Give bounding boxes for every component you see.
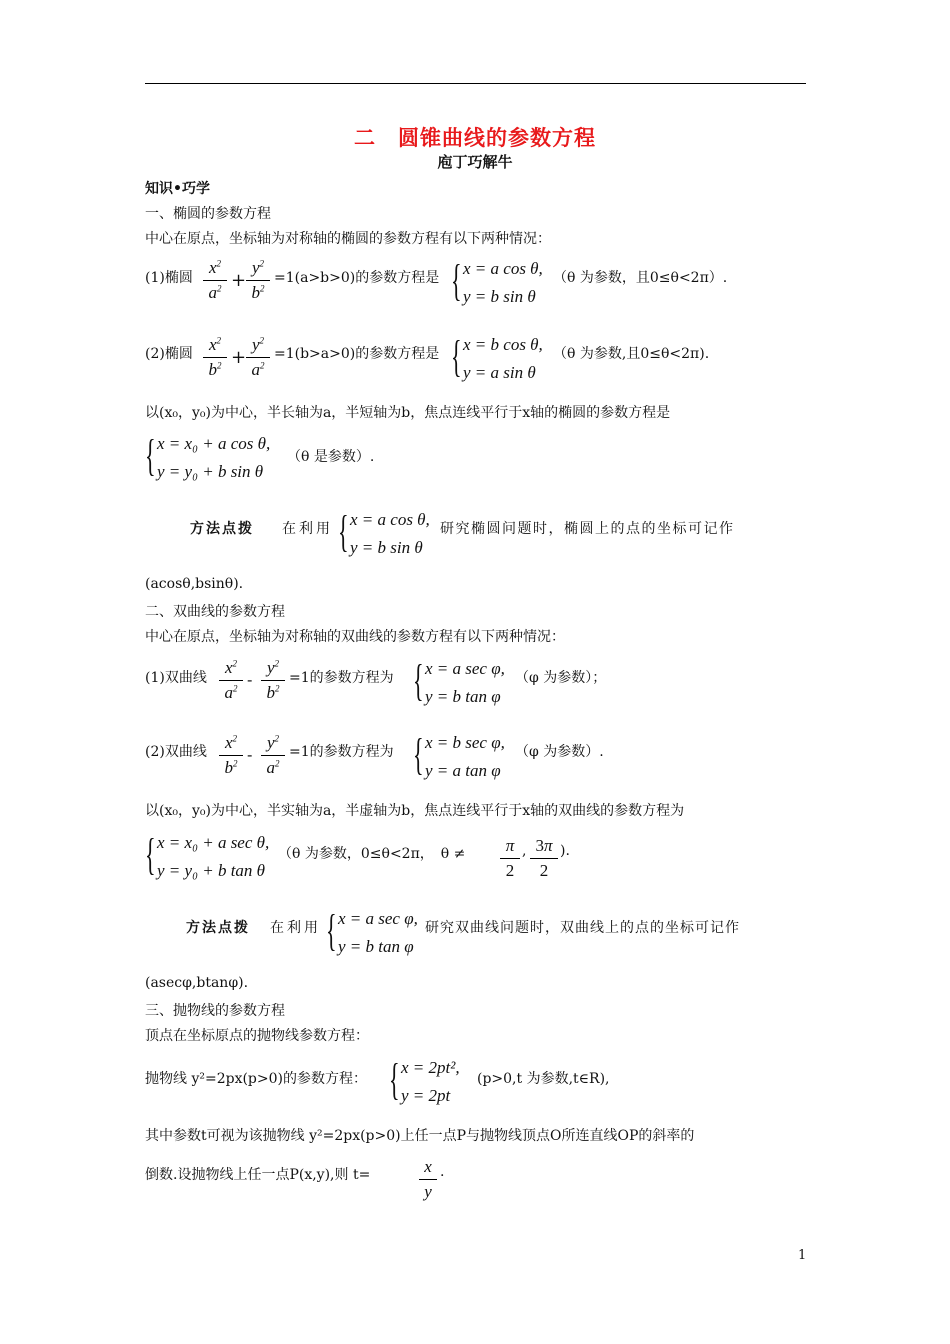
s2-method-y: y = b tan φ (338, 937, 414, 956)
s2-method-end: (asecφ,btanφ). (145, 975, 249, 991)
plus-sign: + (231, 270, 247, 291)
s2-general-y: y = y₀ + b tan θ (157, 861, 266, 880)
s2-method-label: 方法点拨 (186, 920, 250, 936)
s2-case1-note: （φ 为参数）； (515, 670, 607, 686)
plus-sign: + (231, 347, 247, 368)
s3-desc2-end: . (440, 1164, 445, 1180)
s1-case1-frac1: $x^2$ $a^2$ (203, 258, 227, 303)
s2-case2-prefix: (2)双曲线 (145, 744, 207, 760)
s1-case1-y: y = b sin θ (463, 287, 536, 306)
s3-desc1: 其中参数t可视为该抛物线 y²=2px(p>0)上任一点P与抛物线顶点O所连直线OP的斜率的 (145, 1128, 695, 1144)
s1-case2-frac2: $y^2$ $a^2$ (246, 335, 270, 380)
s2-case1-x: x = a sec φ, (425, 659, 505, 678)
s1-case2-note: （θ 为参数,且0≤θ<2π). (553, 346, 710, 362)
s1-case1-system: { x = a cos θ, y = b sin θ (451, 256, 543, 306)
s2-case2-frac1: $x^2$ $b^2$ (219, 733, 243, 778)
s1-general-system: { x = x₀ + a cos θ, y = y₀ + b sin θ (145, 431, 271, 481)
s1-method-system: { x = a cos θ, y = b sin θ (338, 507, 430, 557)
s2-case2-x: x = b sec φ, (425, 733, 505, 752)
header-rule (145, 83, 806, 84)
s1-case2-system: { x = b cos θ, y = a sin θ (451, 332, 543, 382)
s2-case2-y: y = a tan φ (425, 761, 501, 780)
s2-general-note: （θ 为参数，0≤θ<2π， θ ≠ (278, 846, 466, 862)
s1-case2-prefix: (2)椭圆 (145, 346, 193, 362)
page-subtitle: 庖丁巧解牛 (437, 153, 513, 171)
s1-general-note: （θ 是参数）. (287, 449, 375, 465)
s2-general: 以(x₀，y₀)为中心，半实轴为a，半虚轴为b，焦点连线平行于x轴的双曲线的参数方程为 (145, 803, 685, 819)
s1-case1-prefix: (1)椭圆 (145, 270, 193, 286)
s3-note: (p>0,t 为参数,t∈R), (477, 1071, 610, 1087)
s3-desc2: 倒数.设抛物线上任一点P(x,y),则 t= (145, 1167, 371, 1183)
s3-y: y = 2pt (401, 1086, 451, 1105)
s1-case1-note: （θ 为参数，且0≤θ<2π）. (553, 270, 728, 286)
s2-method-pre: 在利用 (270, 920, 321, 936)
s2-general-x: x = x₀ + a sec θ, (157, 833, 270, 852)
s2-general-system: { x = x₀ + a sec θ, y = y₀ + b tan θ (145, 830, 270, 880)
s3-heading: 三、抛物线的参数方程 (145, 1003, 285, 1019)
section-label: 知识•巧学 (145, 181, 210, 197)
s1-heading: 一、椭圆的参数方程 (145, 206, 271, 222)
minus-sign: - (247, 670, 253, 689)
s1-case2-eq: =1(b>a>0)的参数方程是 (274, 346, 440, 362)
s1-method-x: x = a cos θ, (350, 510, 430, 529)
s2-method-system: { x = a sec φ, y = b tan φ (326, 906, 418, 956)
s2-case2-note: （φ 为参数）. (515, 744, 604, 760)
s2-case2-eq: =1的参数方程为 (289, 744, 394, 760)
s3-line-prefix: 抛物线 y²=2px(p>0)的参数方程： (145, 1071, 367, 1087)
s1-method-y: y = b sin θ (350, 538, 423, 557)
s2-case2-system: { x = b sec φ, y = a tan φ (413, 730, 505, 780)
s2-case1-prefix: (1)双曲线 (145, 670, 207, 686)
s2-case1-eq: =1的参数方程为 (289, 670, 394, 686)
s2-case1-frac1: $x^2$ $a^2$ (219, 658, 243, 703)
s1-case1-x: x = a cos θ, (463, 259, 543, 278)
s1-case2-x: x = b cos θ, (463, 335, 543, 354)
s2-frac-pi-2: π 2 (500, 836, 520, 881)
s2-general-note-end: ). (560, 843, 570, 859)
s1-case2-y: y = a sin θ (463, 363, 536, 382)
s1-case2-frac1: $x^2$ $b^2$ (203, 335, 227, 380)
s2-case1-y: y = b tan φ (425, 687, 501, 706)
s3-frac-x-y: x y (419, 1157, 437, 1202)
s2-case2-frac2: $y^2$ $a^2$ (261, 733, 285, 778)
s1-method-pre: 在利用 (282, 521, 333, 537)
s1-case1-frac2: $y^2$ $b^2$ (246, 258, 270, 303)
s1-method-post: 研究椭圆问题时，椭圆上的点的坐标可记作 (440, 521, 735, 537)
comma: , (522, 843, 527, 859)
s1-intro: 中心在原点，坐标轴为对称轴的椭圆的参数方程有以下两种情况： (145, 231, 551, 247)
s2-heading: 二、双曲线的参数方程 (145, 604, 285, 620)
s2-method-x: x = a sec φ, (338, 909, 418, 928)
s3-x: x = 2pt², (401, 1058, 460, 1077)
s2-case1-system: { x = a sec φ, y = b tan φ (413, 656, 505, 706)
s1-general-x: x = x₀ + a cos θ, (157, 434, 271, 453)
page-number: 1 (798, 1248, 807, 1263)
s1-method-label: 方法点拨 (190, 521, 254, 537)
s1-general: 以(x₀，y₀)为中心，半长轴为a，半短轴为b，焦点连线平行于x轴的椭圆的参数方程是 (145, 405, 671, 421)
s1-case1-eq: =1(a>b>0)的参数方程是 (274, 270, 440, 286)
s1-method-end: (acosθ,bsinθ). (145, 576, 244, 592)
s2-frac-3pi-2: 3π 2 (530, 836, 558, 881)
s3-intro: 顶点在坐标原点的抛物线参数方程： (145, 1028, 369, 1044)
s1-general-y: y = y₀ + b sin θ (157, 462, 264, 481)
minus-sign: - (247, 745, 253, 764)
s2-case1-frac2: $y^2$ $b^2$ (261, 658, 285, 703)
page-title: 二 圆锥曲线的参数方程 (354, 126, 596, 150)
s3-system: { x = 2pt², y = 2pt (389, 1055, 460, 1105)
s2-intro: 中心在原点，坐标轴为对称轴的双曲线的参数方程有以下两种情况： (145, 629, 565, 645)
s2-method-post: 研究双曲线问题时，双曲线上的点的坐标可记作 (425, 920, 740, 936)
